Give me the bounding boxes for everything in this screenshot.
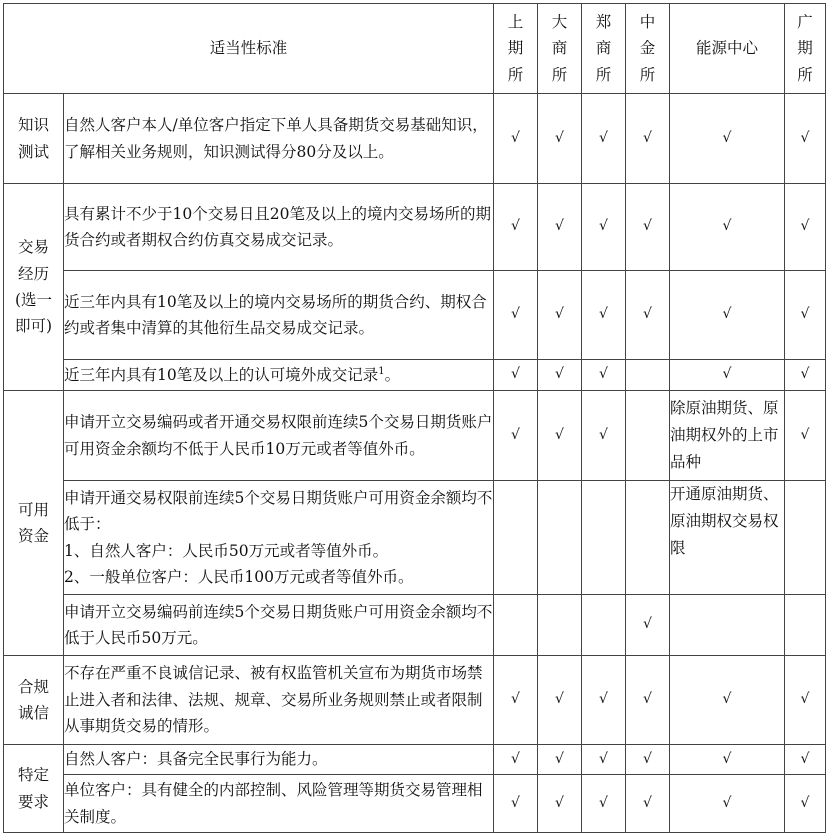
check-mark: √ <box>670 775 785 833</box>
check-mark <box>626 481 670 595</box>
check-mark: √ <box>494 391 538 481</box>
table-row <box>4 775 826 833</box>
check-mark: √ <box>582 360 626 391</box>
criterion-line: 申请开通交易权限前连续5个交易日期货账户可用资金余额均不低于： <box>64 488 493 534</box>
check-mark <box>538 481 582 595</box>
category-trading-experience: 交易经历(选一即可) <box>4 184 64 391</box>
exchange-header-gfex: 广期所 <box>785 4 826 94</box>
check-mark: √ <box>582 775 626 833</box>
criterion-text: 不存在严重不良诚信记录、被有权监管机关宣布为期货市场禁止进入者和法律、法规、规章、交易所业务规则禁止或者限制从事期货交易的情形。 <box>64 656 494 745</box>
criterion-text: 自然人客户：具备完全民事行为能力。 <box>64 745 494 775</box>
header-row <box>4 4 826 94</box>
check-mark: √ <box>626 271 670 360</box>
check-mark: √ <box>582 745 626 775</box>
check-mark: √ <box>538 656 582 745</box>
check-mark: √ <box>626 775 670 833</box>
check-mark: √ <box>494 656 538 745</box>
energy-center-note: 开通原油期货、原油期权交易权限 <box>670 481 785 595</box>
check-mark <box>670 595 785 656</box>
check-mark: √ <box>785 271 826 360</box>
table-row <box>4 595 826 656</box>
check-mark: √ <box>785 775 826 833</box>
exchange-header-czce: 郑商所 <box>582 4 626 94</box>
check-mark: √ <box>582 391 626 481</box>
criterion-line: 2、一般单位客户：人民币100万元或者等值外币。 <box>64 567 414 586</box>
check-mark: √ <box>538 94 582 184</box>
check-mark <box>785 481 826 595</box>
category-special-requirements: 特定要求 <box>4 745 64 833</box>
table-row <box>4 656 826 745</box>
category-compliance-integrity: 合规诚信 <box>4 656 64 745</box>
check-mark <box>582 595 626 656</box>
check-mark: √ <box>626 595 670 656</box>
check-mark: √ <box>538 360 582 391</box>
check-mark: √ <box>494 94 538 184</box>
check-mark <box>626 360 670 391</box>
table-row <box>4 360 826 391</box>
criterion-line: 1、自然人客户：人民币50万元或者等值外币。 <box>64 541 389 560</box>
suitability-table <box>3 3 826 833</box>
check-mark: √ <box>494 775 538 833</box>
check-mark: √ <box>582 94 626 184</box>
check-mark: √ <box>785 94 826 184</box>
criterion-text: 申请开立交易编码前连续5个交易日期货账户可用资金余额均不低于人民币50万元。 <box>64 595 494 656</box>
check-mark <box>494 595 538 656</box>
check-mark <box>582 481 626 595</box>
table-row <box>4 94 826 184</box>
exchange-header-dce: 大商所 <box>538 4 582 94</box>
criterion-text: 自然人客户本人/单位客户指定下单人具备期货交易基础知识，了解相关业务规则，知识测试得分80分及以上。 <box>64 94 494 184</box>
check-mark: √ <box>538 745 582 775</box>
check-mark: √ <box>670 184 785 271</box>
check-mark: √ <box>785 745 826 775</box>
table-row <box>4 391 826 481</box>
check-mark: √ <box>785 656 826 745</box>
check-mark <box>626 391 670 481</box>
check-mark: √ <box>582 656 626 745</box>
check-mark: √ <box>538 775 582 833</box>
check-mark: √ <box>538 184 582 271</box>
criterion-text: 单位客户：具有健全的内部控制、风险管理等期货交易管理相关制度。 <box>64 775 494 833</box>
check-mark: √ <box>626 184 670 271</box>
table-row <box>4 745 826 775</box>
check-mark: √ <box>538 391 582 481</box>
check-mark: √ <box>582 184 626 271</box>
check-mark <box>538 595 582 656</box>
table-row <box>4 271 826 360</box>
check-mark: √ <box>494 360 538 391</box>
exchange-header-ine: 能源中心 <box>670 4 785 94</box>
check-mark: √ <box>785 360 826 391</box>
check-mark: √ <box>494 745 538 775</box>
criterion-text: 近三年内具有10笔及以上的境内交易场所的期货合约、期权合约或者集中清算的其他衍生品交易成交记录。 <box>64 271 494 360</box>
criterion-text: 申请开立交易编码或者开通交易权限前连续5个交易日期货账户可用资金余额均不低于人民币10万元或者等值外币。 <box>64 391 494 481</box>
criterion-text: 近三年内具有10笔及以上的认可境外成交记录$^1$。 <box>64 360 494 391</box>
exchange-header-shfe: 上期所 <box>494 4 538 94</box>
exchange-header-cffex: 中金所 <box>626 4 670 94</box>
criterion-text: 具有累计不少于10个交易日且20笔及以上的境内交易场所的期货合约或者期权合约仿真交易成交记录。 <box>64 184 494 271</box>
check-mark: √ <box>670 656 785 745</box>
check-mark: √ <box>582 271 626 360</box>
check-mark: √ <box>785 391 826 481</box>
check-mark: √ <box>626 656 670 745</box>
check-mark: √ <box>670 271 785 360</box>
check-mark: √ <box>626 745 670 775</box>
category-knowledge-test: 知识测试 <box>4 94 64 184</box>
criteria-header: 适当性标准 <box>4 4 494 94</box>
check-mark: √ <box>538 271 582 360</box>
check-mark: √ <box>494 184 538 271</box>
check-mark: √ <box>785 184 826 271</box>
energy-center-note: 除原油期货、原油期权外的上市品种 <box>670 391 785 481</box>
check-mark: √ <box>670 745 785 775</box>
check-mark <box>494 481 538 595</box>
check-mark: √ <box>626 94 670 184</box>
table-row <box>4 184 826 271</box>
table-row <box>4 481 826 595</box>
check-mark: √ <box>670 94 785 184</box>
check-mark: √ <box>494 271 538 360</box>
footnote-marker: 1 <box>378 365 385 377</box>
check-mark <box>785 595 826 656</box>
criterion-text <box>64 481 494 595</box>
check-mark: √ <box>670 360 785 391</box>
category-available-funds: 可用资金 <box>4 391 64 656</box>
